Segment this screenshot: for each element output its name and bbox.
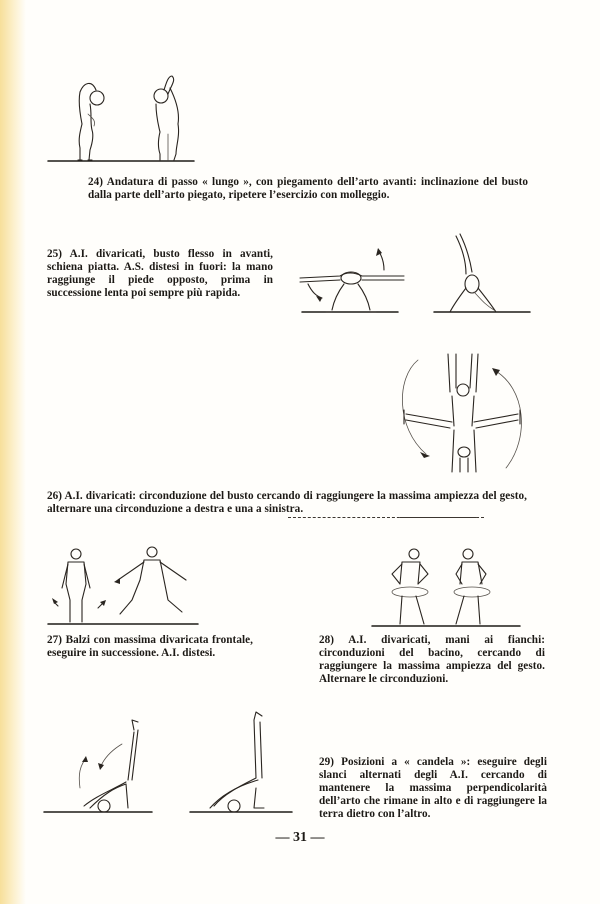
exercise-25-number: 25) (47, 248, 63, 260)
exercise-26-text (47, 490, 527, 516)
decorative-rule-solid (400, 517, 476, 518)
page-number: — 31 — (275, 830, 325, 845)
exercise-28-number: 28) (319, 634, 335, 646)
exercise-25-description: A.I. divaricati, busto flesso in avanti, schiena piatta. A.S. distesi in fuori: la mano raggiunge il piede opposto, prima in successione lenta poi sempre più rapida. (47, 248, 273, 300)
page-edge-shadow (0, 0, 26, 904)
exercise-26-number: 26) (47, 490, 63, 502)
figure-exercise-26 (390, 348, 540, 478)
figure-exercise-29 (44, 708, 294, 814)
figure-exercise-27 (48, 544, 238, 626)
figure-exercise-28 (372, 544, 542, 628)
exercise-29-description: Posizioni a « candela »: eseguire degli slanci alternati degli A.I. cercando di mantenere la massima perpendicolarità dell’arto che rimane in alto e di raggiungere la terra dietro con l’altro. (319, 756, 547, 821)
figure-exercise-24 (44, 74, 204, 166)
exercise-27-description: Balzi con massima divaricata frontale, eseguire in successione. A.I. distesi. (47, 634, 253, 660)
exercise-27-number: 27) (47, 634, 63, 646)
exercise-28-text (319, 634, 545, 686)
exercise-24-number: 24) (88, 176, 104, 188)
exercise-24-text (88, 176, 528, 202)
exercise-27-text (47, 634, 253, 660)
exercise-29-number: 29) (319, 756, 335, 768)
exercise-25-text (47, 248, 273, 300)
exercise-24-description: Andatura di passo « lungo », con piegamento dell’arto avanti: inclinazione del busto dalla parte dell’arto piegato, ripetere l’esercizio con molleggio. (88, 176, 528, 202)
exercise-29-text (319, 756, 547, 821)
figure-exercise-25 (294, 226, 534, 318)
exercise-28-description: A.I. divaricati, mani ai fianchi: circonduzioni del bacino, cercando di raggiungere la massima ampiezza del gesto. Alternare le circonduzioni. (319, 634, 546, 686)
exercise-26-description: A.I. divaricati: circonduzione del busto cercando di raggiungere la massima ampiezza del gesto, alternare una circonduzione a destra e una a sinistra. (47, 490, 527, 516)
